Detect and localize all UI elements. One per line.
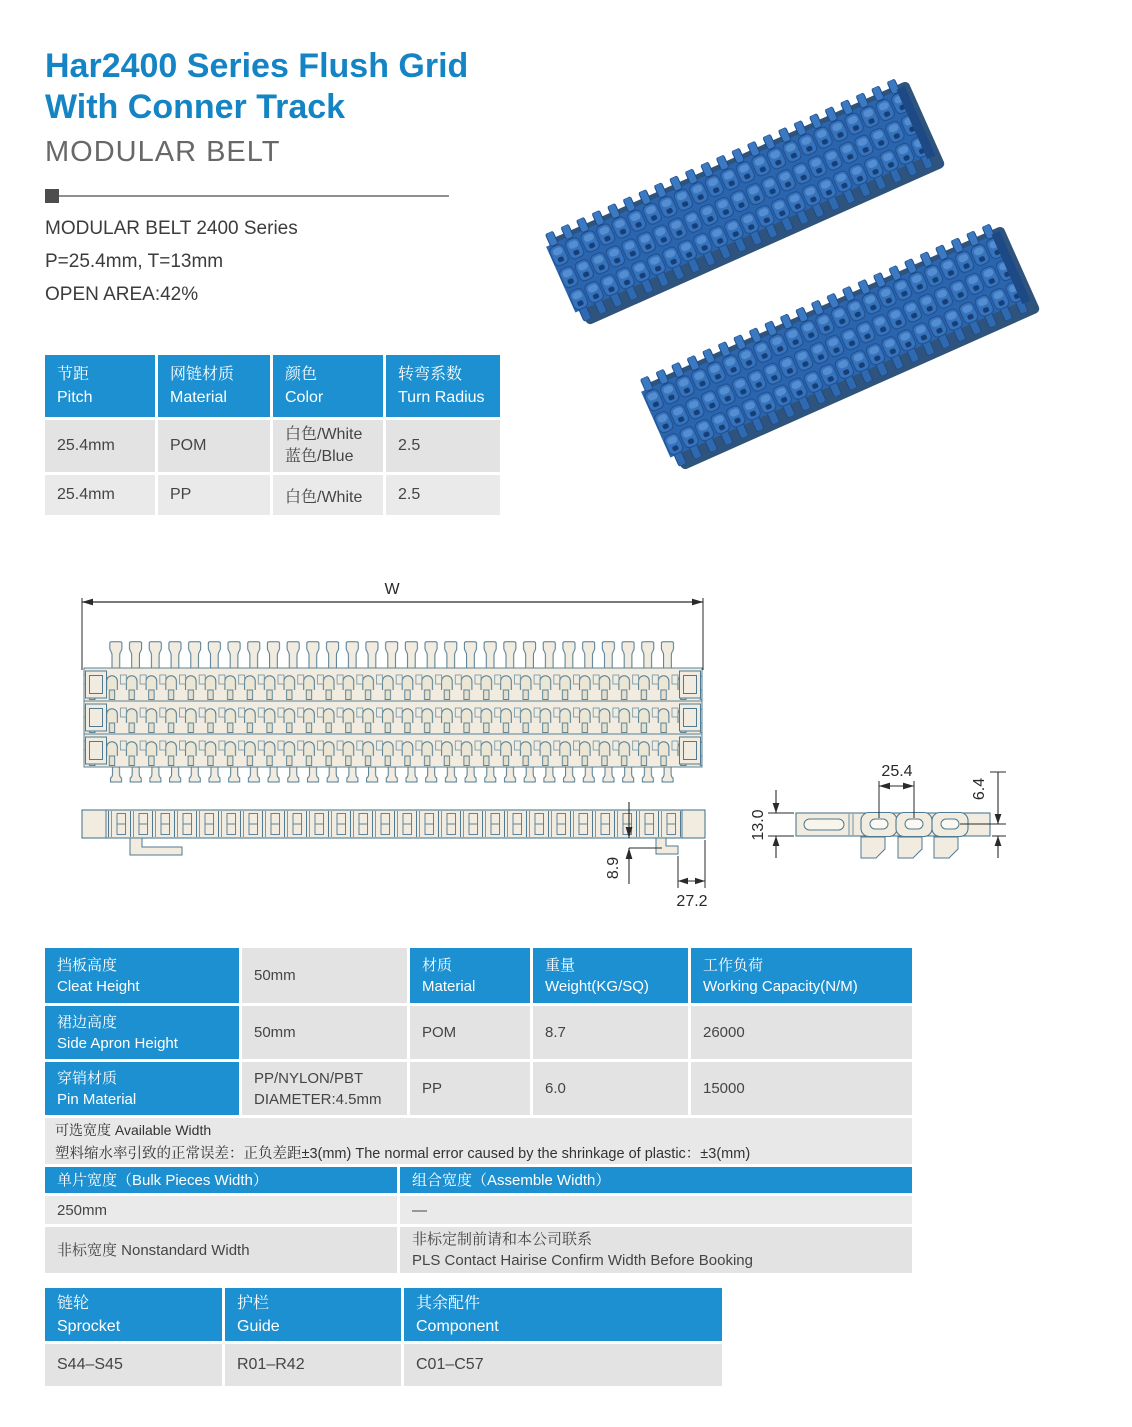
component-header-sprocket: 链轮 Sprocket xyxy=(45,1288,222,1341)
spec-header-material: 网链材质 Material xyxy=(158,355,270,417)
spec-cell-material-1: POM xyxy=(158,420,270,472)
page-title-line2: With Conner Track xyxy=(45,88,346,126)
page-subtitle: MODULAR BELT xyxy=(45,136,281,168)
width-cell-250mm: 250mm xyxy=(45,1196,397,1224)
section-view-drawing xyxy=(750,763,1006,858)
series-line-1: MODULAR BELT 2400 Series xyxy=(45,218,298,239)
width-cell-nonstandard: 非标宽度 Nonstandard Width xyxy=(45,1227,397,1273)
series-line-2: P=25.4mm, T=13mm xyxy=(45,251,224,272)
detail-cell-capacity-pp: 15000 xyxy=(691,1062,912,1115)
spec-cell-turn-1: 2.5 xyxy=(386,420,500,472)
note-line-2: 塑料缩水率引致的正常误差：正负差距±3(mm) The normal error caused by the shrinkage of plastic：±3(mm) xyxy=(55,1145,751,1162)
spec-cell-pitch-2: 25.4mm xyxy=(45,475,155,515)
dim-6-4-label: 6.4 xyxy=(971,777,988,801)
spec-cell-pitch-1: 25.4mm xyxy=(45,420,155,472)
detail-header-weight: 重量 Weight(KG/SQ) xyxy=(533,948,688,1003)
detail-cell-material-pom: POM xyxy=(410,1006,530,1059)
component-header-guide: 护栏 Guide xyxy=(225,1288,401,1341)
available-width-note xyxy=(45,1118,912,1164)
section-marker-square xyxy=(45,189,59,203)
width-header-bulk: 单片宽度（Bulk Pieces Width） xyxy=(45,1167,397,1193)
detail-cell-pin-value: PP/NYLON/PBT DIAMETER:4.5mm xyxy=(242,1062,407,1115)
detail-cell-apron-value: 50mm xyxy=(242,1006,407,1059)
series-info xyxy=(45,212,298,311)
detail-header-cleat-height: 挡板高度 Cleat Height xyxy=(45,948,239,1003)
spec-cell-turn-2: 2.5 xyxy=(386,475,500,515)
component-cell-component: C01–C57 xyxy=(404,1344,722,1386)
spec-header-pitch: 节距 Pitch xyxy=(45,355,155,417)
dim-8-9-label: 8.9 xyxy=(605,856,622,880)
detail-cell-weight-pp: 6.0 xyxy=(533,1062,688,1115)
technical-drawing xyxy=(0,575,1132,935)
spec-cell-material-2: PP xyxy=(158,475,270,515)
spec-header-color: 颜色 Color xyxy=(273,355,383,417)
page-title-line1: Har2400 Series Flush Grid xyxy=(45,47,469,85)
component-table xyxy=(45,1288,722,1386)
spec-cell-color-1: 白色/White 蓝色/Blue xyxy=(273,420,383,472)
detail-cell-cleat-value: 50mm xyxy=(242,948,407,1003)
side-view-drawing xyxy=(82,802,708,910)
detail-cell-weight-pom: 8.7 xyxy=(533,1006,688,1059)
detail-header-pin-material: 穿销材质 Pin Material xyxy=(45,1062,239,1115)
dim-13-0-label: 13.0 xyxy=(750,809,767,841)
detail-header-side-apron: 裙边高度 Side Apron Height xyxy=(45,1006,239,1059)
component-cell-guide: R01–R42 xyxy=(225,1344,401,1386)
dim-27-2-label: 27.2 xyxy=(676,893,708,910)
spec-cell-color-2: 白色/White xyxy=(273,475,383,515)
note-line-1: 可选宽度 Available Width xyxy=(55,1121,212,1138)
width-cell-dash: — xyxy=(400,1196,912,1224)
width-cell-contact: 非标定制前请和本公司联系 PLS Contact Hairise Confirm Width Before Booking xyxy=(400,1227,912,1273)
detail-cell-capacity-pom: 26000 xyxy=(691,1006,912,1059)
detail-row-3 xyxy=(45,1062,912,1115)
width-header-row xyxy=(45,1167,912,1193)
dim-25-4-label: 25.4 xyxy=(881,763,913,780)
spec-table xyxy=(45,355,500,515)
section-divider-line xyxy=(59,195,449,197)
detail-cell-material-pp: PP xyxy=(410,1062,530,1115)
component-header-component: 其余配件 Component xyxy=(404,1288,722,1341)
page-title xyxy=(45,46,468,128)
detail-header-material: 材质 Material xyxy=(410,948,530,1003)
detail-table xyxy=(45,948,912,1273)
component-cell-sprocket: S44–S45 xyxy=(45,1344,222,1386)
detail-header-working-capacity: 工作负荷 Working Capacity(N/M) xyxy=(691,948,912,1003)
dim-w-label: W xyxy=(384,581,400,598)
width-row-2 xyxy=(45,1227,912,1273)
width-header-assemble: 组合宽度（Assemble Width） xyxy=(400,1167,912,1193)
detail-row-1 xyxy=(45,948,912,1003)
detail-row-2 xyxy=(45,1006,912,1059)
width-row-1 xyxy=(45,1196,912,1224)
series-line-3: OPEN AREA:42% xyxy=(45,284,199,305)
spec-header-turn-radius: 转弯系数 Turn Radius xyxy=(386,355,500,417)
top-view-drawing xyxy=(82,581,703,783)
